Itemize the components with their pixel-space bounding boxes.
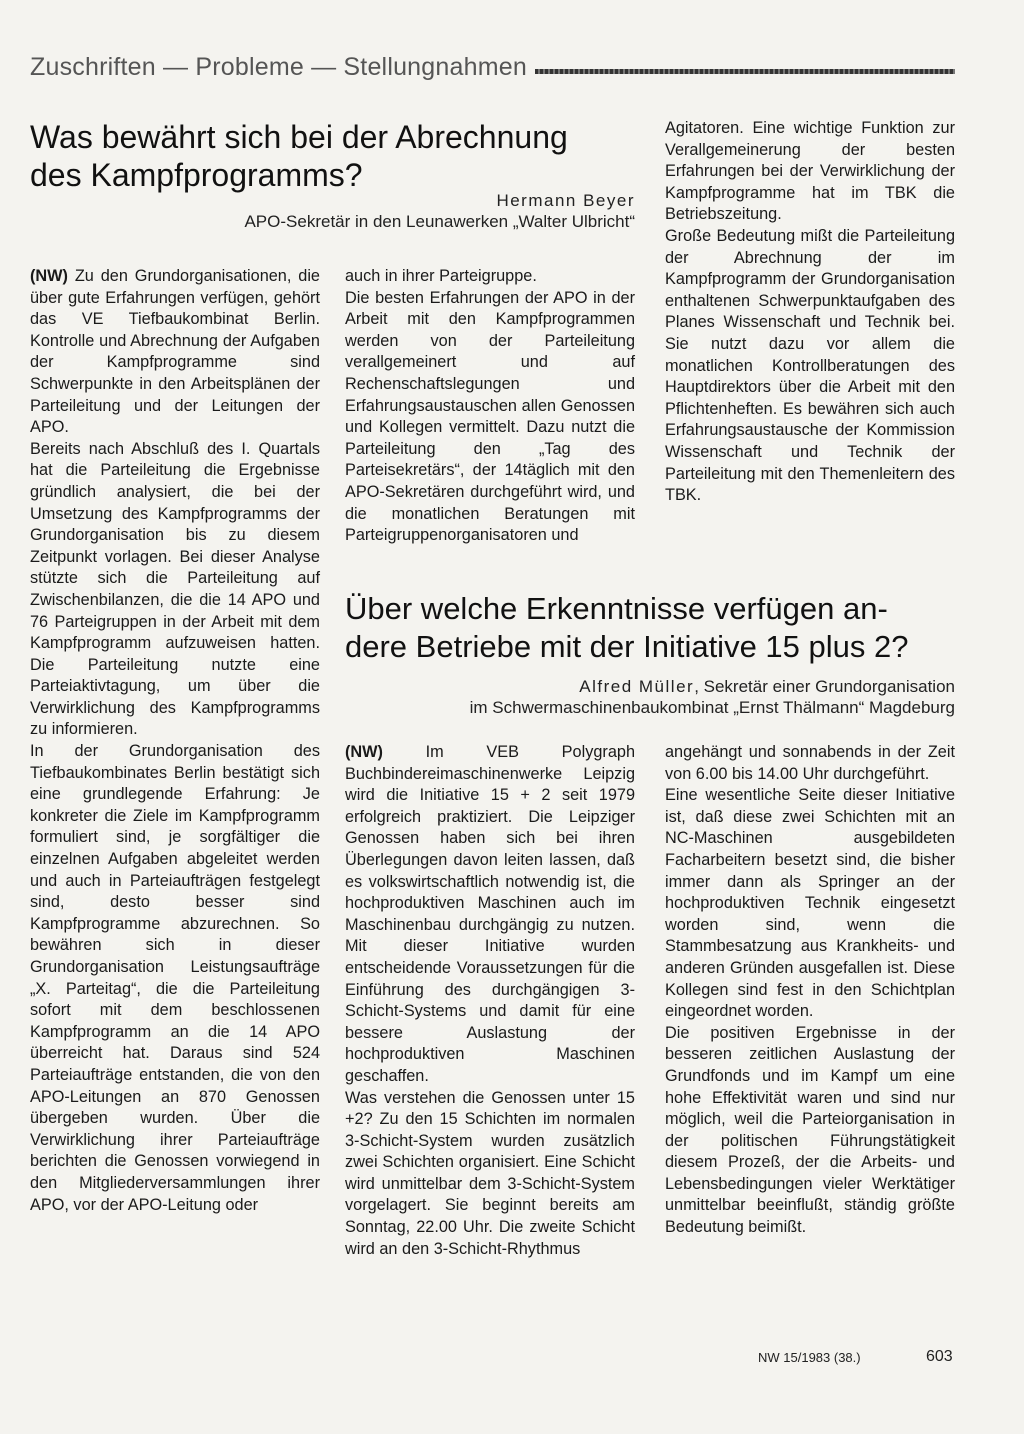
paragraph: Eine wesentliche Seite dieser Initiative ist, daß diese zwei Schichten mit an NC-Maschinen ausgebildeten Facharbeitern besetzt sind, die bisher immer dann als Springer an der hochproduktiven Technik eingesetzt worden sind, wenn die Stammbesatzung aus Krankheits- und anderen Gründen ausgefallen ist. Diese Kollegen sind fest in den Schichtplan eingeordnet worden. <box>665 786 955 1021</box>
paragraph: (NW) Zu den Grundorganisationen, die über gute Erfahrungen verfügen, gehört das VE Tiefbaukombinat Berlin. Kontrolle und Abrechnung der Aufgaben der Kampfprogramme sind Schwerpunkte in den Arbeitsplänen der Parteileitung und der Leitungen der APO. <box>30 267 320 437</box>
paragraph: In der Grundorganisation des Tiefbaukombinates Berlin bestätigt sich eine grundlegende Erfahrung: Je konkreter die Ziele im Kampfprogramm formuliert sind, je sorgfältiger die einzelnen Aufgaben abgeleitet werden und auch in Parteiaufträgen festgelegt sind, desto besser sind Kampfprogramme abzurechnen. So bewähren sich in dieser Grundorganisation Leistungsaufträge „X. Parteitag“, die die Parteileitung sofort mit dem beschlossenen Kampfprogramm an die 14 APO überreicht hat. Daraus sind 524 Parteiaufträge entstanden, die von den APO-Leitungen an 870 Genossen übergeben wurden. Über die Verwirklichung ihrer Parteiaufträge berichten die Genossen vorwiegend in den Mitgliederversammlungen ihrer APO, vor der APO-Leitung oder <box>30 742 320 1214</box>
article1-headline-line1: Was bewährt sich bei der Abrechnung <box>30 119 568 155</box>
article1-headline <box>30 118 645 194</box>
paragraph: auch in ihrer Parteigruppe. <box>345 267 537 285</box>
article1-author: Hermann Beyer <box>496 191 635 210</box>
section-header <box>30 50 955 84</box>
nw-lead: (NW) <box>345 743 383 761</box>
article1-headline-line2: des Kampfprogramms? <box>30 157 363 193</box>
section-title: Zuschriften — Probleme — Stellungnahmen <box>30 52 527 81</box>
paragraph: Was verstehen die Genossen unter 15 +2? Zu den 15 Schichten im normalen 3-Schicht-System wurden zusätzlich zwei Schichten organisiert. Eine Schicht wird unmittelbar dem 3-Schicht-System vorgelagert. Sie beginnt bereits am Sonntag, 22.00 Uhr. Die zweite Schicht wird an den 3-Schicht-Rhythmus <box>345 1088 635 1258</box>
page-number: 603 <box>926 1348 953 1365</box>
article1-column-3 <box>665 118 955 507</box>
article1-column-2 <box>345 266 635 547</box>
paragraph: Bereits nach Abschluß des I. Quartals hat die Parteileitung die Ergebnisse gründlich analysiert, die bei der Umsetzung des Kampfprogramms der Grundorganisation bis zu diesem Zeitpunkt vorlagen. Bei dieser Analyse stützte sich die Parteileitung auf Zwischenbilanzen, die die 14 APO und 76 Parteigruppen in der Arbeit mit dem Kampfprogramm aufzuweisen hatten. Die Parteileitung nutzte eine Parteiaktivtagung, um über die Verwirklichung des Kampfprogramms zu informieren. <box>30 439 320 739</box>
issue-reference: NW 15/1983 (38.) <box>758 1350 861 1365</box>
article2-author: Alfred Müller <box>579 677 695 696</box>
article2-headline <box>345 590 957 666</box>
paragraph: (NW) Im VEB Polygraph Buchbindereimaschinenwerke Leipzig wird die Initiative 15 + 2 seit 1979 erfolgreich praktiziert. Die Leipziger Genossen haben sich bei ihren Überlegungen davon leiten lassen, daß es volkswirtschaftlich notwendig ist, die hochproduktiven Maschinen auch im Maschinenbau durchgängig zu nutzen. Mit dieser Initiative wurden entscheidende Voraussetzungen für die Einführung des durchgängigen 3-Schicht-Systems und damit für eine bessere Auslastung der hochproduktiven Maschinen geschaffen. <box>345 743 635 1085</box>
article2-column-1 <box>345 742 635 1260</box>
paragraph: angehängt und sonnabends in der Zeit von 6.00 bis 14.00 Uhr durchgeführt. <box>665 743 955 783</box>
paragraph: Agitatoren. Eine wichtige Funktion zur Verallgemeinerung der besten Erfahrungen bei der Verwirklichung der Kampfprogramme hat im TBK die Betriebszeitung. <box>665 119 955 224</box>
article2-byline <box>345 676 955 718</box>
article1-column-1 <box>30 266 320 1216</box>
nw-lead: (NW) <box>30 267 68 285</box>
article2-role-line1: , Sekretär einer Grundorganisation <box>694 677 955 696</box>
article2-role-line2: im Schwermaschinenbaukombinat „Ernst Thälmann“ Magdeburg <box>469 698 955 717</box>
header-rule <box>535 69 955 74</box>
paragraph: Die besten Erfahrungen der APO in der Arbeit mit den Kampfprogrammen werden von der Parteileitung verallgemeinert und auf Rechenschaftslegungen und Erfahrungsaustauschen allen Genossen und Kollegen vermittelt. Dazu nutzt die Parteileitung den „Tag des Parteisekretärs“, der 14täglich mit den APO-Sekretären durchgeführt wird, und die monatlichen Beratungen mit Parteigruppenorganisatoren und <box>345 288 635 545</box>
article2-headline-line1: Über welche Erkenntnisse verfügen an- <box>345 591 888 626</box>
article1-role: APO-Sekretär in den Leunawerken „Walter Ulbricht“ <box>244 212 635 231</box>
paragraph: Die positiven Ergebnisse in der besseren zeitlichen Auslastung der Grundfonds und im Kampf um eine hohe Effektivität waren und sind nur möglich, weil die Parteiorganisation in der politischen Führungstätigkeit diesem Prozeß, der die Arbeits- und Lebensbedingungen vieler Werktätiger unmittelbar beeinflußt, ständig größte Bedeutung beimißt. <box>665 1023 955 1237</box>
article2-column-2 <box>665 742 955 1239</box>
article2-headline-line2: dere Betriebe mit der Initiative 15 plus 2? <box>345 629 909 664</box>
article1-byline <box>150 190 635 232</box>
paragraph: Große Bedeutung mißt die Parteileitung der Abrechnung der im Kampfprogramm der Grundorganisation enthaltenen Schwerpunktaufgaben des Planes Wissenschaft und Technik bei. Sie nutzt dazu vor allem die monatlichen Kontrollberatungen des Hauptdirektors über die Arbeit mit den Pflichtenheften. Es bewähren sich auch Erfahrungsaustausche der Kommission Wissenschaft und Technik der Parteileitung mit den Themenleitern des TBK. <box>665 226 955 505</box>
